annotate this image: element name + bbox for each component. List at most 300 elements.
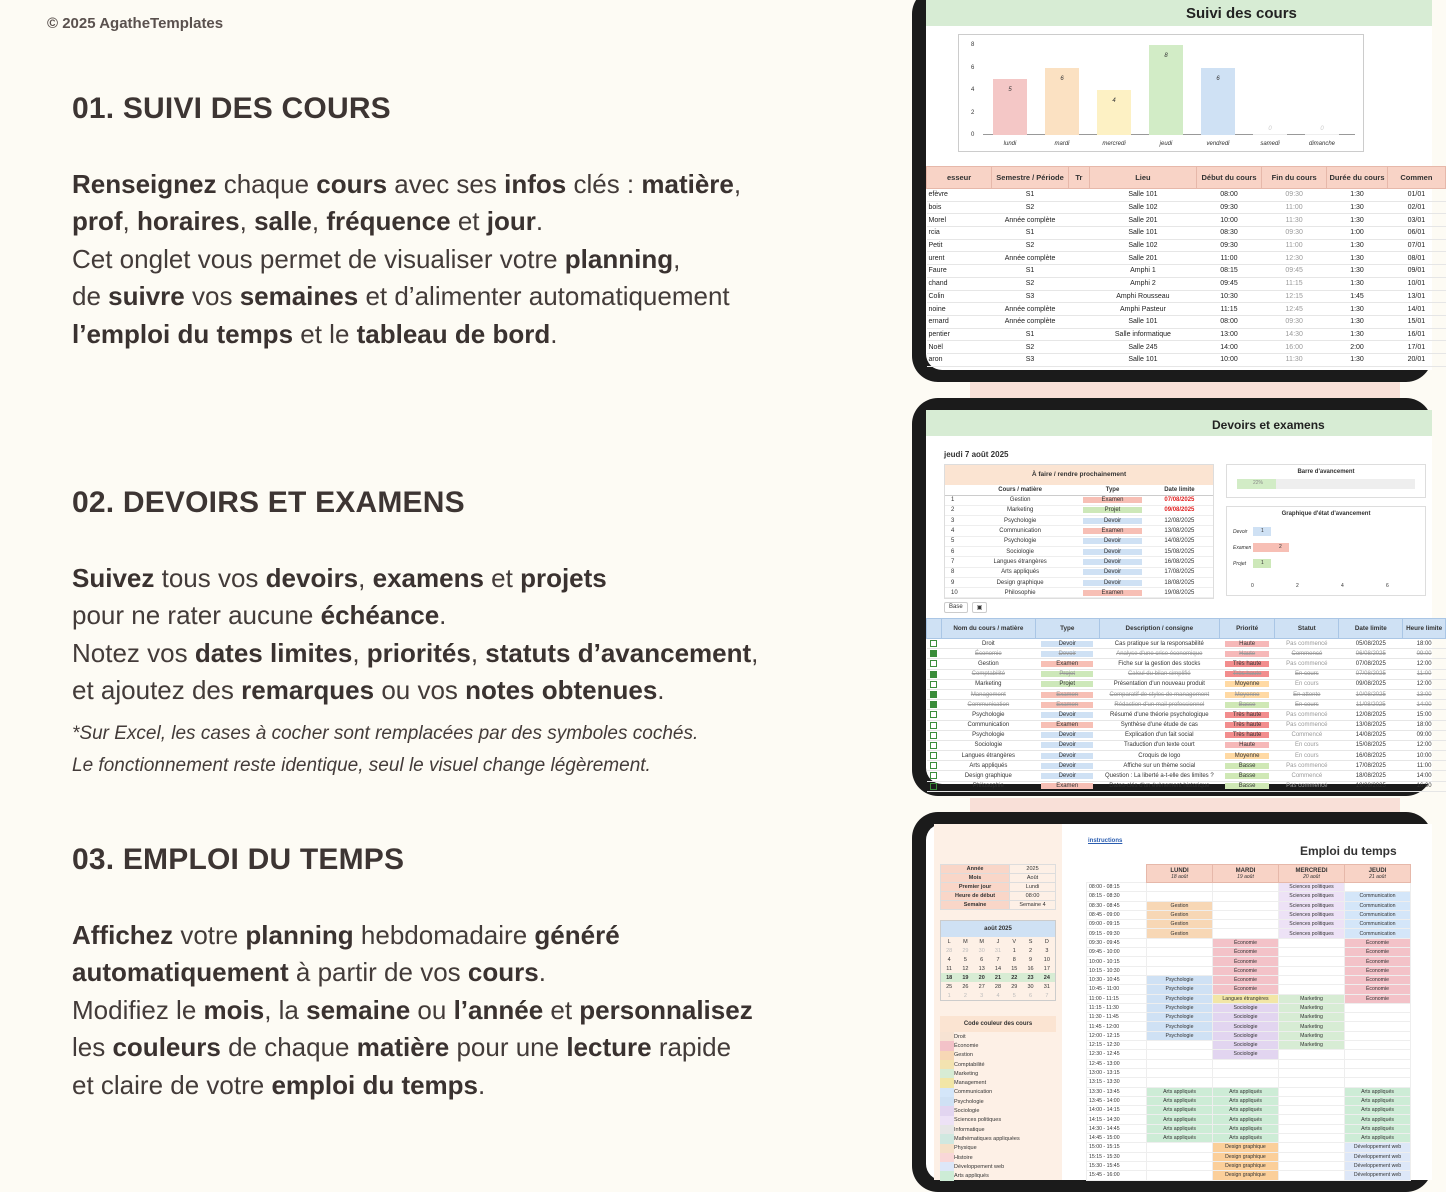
priority-cell <box>1219 659 1274 669</box>
schedule-cell: Communication <box>1345 901 1411 910</box>
text-run: de <box>72 281 109 312</box>
type-badge: Devoir <box>1041 773 1093 779</box>
time-slot: 12:00 - 12:15 <box>1087 1031 1147 1040</box>
chart-bar <box>993 79 1027 135</box>
deadline-cell: 09/08/2025 <box>1339 679 1403 689</box>
status-label: Devoir <box>1233 529 1248 535</box>
emphasis: cours <box>316 169 388 199</box>
item-course: Langues étrangères <box>961 557 1079 567</box>
priority-cell <box>1219 700 1274 710</box>
checkbox[interactable] <box>930 752 937 759</box>
text-run: , <box>733 169 742 199</box>
deadline-cell: 18/08/2025 <box>1339 771 1403 781</box>
item-type <box>1079 505 1146 515</box>
time-slot-row <box>1087 883 1411 892</box>
text-run: . <box>538 957 546 988</box>
course-cell: Philosophie <box>941 781 1035 791</box>
color-swatch <box>940 1134 954 1143</box>
time-slot-row <box>1087 975 1411 984</box>
schedule-cell <box>1147 948 1213 957</box>
subject-name: Marketing <box>954 1070 979 1077</box>
table-cell: 10:00 <box>1196 353 1261 366</box>
checkbox[interactable] <box>930 742 937 749</box>
text-run: votre <box>173 920 246 950</box>
table-cell: 13:00 <box>1196 328 1261 341</box>
schedule-cell: Arts appliqués <box>1345 1134 1411 1143</box>
time-slot: 11:30 - 11:45 <box>1087 1013 1147 1022</box>
course-cell: Langues étrangères <box>941 751 1035 761</box>
text-run: ou <box>410 994 454 1025</box>
schedule-cell <box>1345 1003 1411 1012</box>
table-row <box>927 265 1446 278</box>
calendar-day: 14 <box>994 965 1002 972</box>
parameter-value[interactable]: Semaine 4 <box>1010 901 1056 910</box>
checkbox[interactable] <box>930 711 937 718</box>
schedule-cell: Sociologie <box>1213 1050 1279 1059</box>
calendar-day: 21 <box>990 973 1006 982</box>
text-run: Notez vos <box>72 637 195 668</box>
emphasis: statuts d’avancement <box>485 637 752 668</box>
schedule-cell: Économie <box>1213 938 1279 947</box>
status-value: 1 <box>1261 560 1264 566</box>
table-row <box>927 751 1446 761</box>
checkbox-cell <box>927 740 942 750</box>
calendar-day: 18 <box>941 973 957 982</box>
emphasis: personnalisez <box>579 994 753 1025</box>
type-badge: Examen <box>1041 692 1093 698</box>
time-slot: 10:45 - 11:00 <box>1087 985 1147 994</box>
calendar-day: 16 <box>1027 965 1034 972</box>
table-cell: 14:30 <box>1262 328 1327 341</box>
item-number: 9 <box>945 577 961 587</box>
table-row <box>927 659 1446 669</box>
table-row <box>927 201 1446 214</box>
subject-name: Sciences politiques <box>954 1117 1002 1124</box>
text-run: rapide <box>651 1032 732 1063</box>
calendar-day: 2 <box>1029 947 1033 954</box>
timetable <box>1086 864 1411 1181</box>
schedule-cell: Économie <box>1345 938 1411 947</box>
subject-name: Économie <box>954 1042 979 1049</box>
color-swatch <box>940 1171 954 1180</box>
checkbox[interactable] <box>930 650 937 657</box>
calendar-day: 23 <box>1022 973 1038 982</box>
text-run: , <box>311 206 327 237</box>
y-tick-label: 2 <box>971 109 975 116</box>
time-slot-row <box>1087 1161 1411 1170</box>
priority-badge: Très haute <box>1225 671 1268 677</box>
time-slot-row <box>1087 1003 1411 1012</box>
table-cell: 2:00 <box>1327 341 1388 354</box>
calendar-day: 28 <box>946 947 953 954</box>
type-cell <box>1035 649 1099 659</box>
table-cell: Faure <box>927 265 992 278</box>
calendar-day: 3 <box>980 992 984 999</box>
save-icon[interactable]: ▣ <box>972 602 988 613</box>
schedule-cell: Arts appliqués <box>1147 1106 1213 1115</box>
time-slot: 08:30 - 08:45 <box>1087 901 1147 910</box>
calendar-day: 27 <box>978 983 985 990</box>
col-num <box>945 485 961 495</box>
emphasis: devoirs <box>265 563 359 593</box>
table-cell <box>1068 265 1089 278</box>
schedule-cell: Arts appliqués <box>1213 1106 1279 1115</box>
schedule-parameters <box>940 864 1056 910</box>
checkbox[interactable] <box>930 640 937 647</box>
table-cell: 07/01 <box>1387 239 1445 252</box>
time-slot: 10:15 - 10:30 <box>1087 966 1147 975</box>
schedule-cell <box>1147 966 1213 975</box>
schedule-cell <box>1345 1041 1411 1050</box>
table-cell: 11:00 <box>1262 239 1327 252</box>
courses-table-header <box>927 167 1446 189</box>
table-cell: Année complète <box>992 303 1069 316</box>
table-cell: aron <box>927 353 992 366</box>
time-slot: 14:00 - 14:15 <box>1087 1106 1147 1115</box>
color-swatch <box>940 1060 954 1069</box>
x-tick-label: jeudi <box>1159 141 1173 147</box>
table-row <box>927 649 1446 659</box>
item-type <box>1079 577 1146 587</box>
col-type: Type <box>1079 485 1146 495</box>
parameter-value[interactable]: 2025 <box>1010 865 1056 874</box>
table-cell: 09:30 <box>1196 239 1261 252</box>
schedule-cell: Arts appliqués <box>1147 1124 1213 1133</box>
day-header: MERCREDI 20 août <box>1279 865 1345 883</box>
course-cell: Arts appliqués <box>941 761 1035 771</box>
schedule-cell <box>1279 938 1345 947</box>
parameter-row <box>941 892 1056 901</box>
type-badge: Examen <box>1083 497 1142 503</box>
parameter-row <box>941 874 1056 883</box>
time-slot-row <box>1087 1078 1411 1087</box>
progress-title: Barre d'avancement <box>1297 469 1355 475</box>
parameter-row <box>941 883 1056 892</box>
schedule-cell <box>1147 1041 1213 1050</box>
schedule-cell <box>1279 1078 1345 1087</box>
time-slot: 11:45 - 12:00 <box>1087 1022 1147 1031</box>
list-item <box>945 577 1213 587</box>
schedule-cell: Développement web <box>1345 1143 1411 1152</box>
schedule-cell: Arts appliqués <box>1147 1096 1213 1105</box>
table-cell: 11:00 <box>1196 252 1261 265</box>
table-cell: pentier <box>927 328 992 341</box>
day-date: 18 août <box>1171 873 1188 880</box>
table-cell: 01/01 <box>1387 189 1445 202</box>
emphasis: matière <box>356 1032 450 1063</box>
schedule-cell: Gestion <box>1147 910 1213 919</box>
schedule-cell <box>1147 1059 1213 1068</box>
parameter-key: Année <box>941 865 1010 874</box>
instructions-link[interactable]: instructions <box>1088 838 1123 844</box>
time-slot-row <box>1087 1134 1411 1143</box>
schedule-cell: Gestion <box>1147 929 1213 938</box>
column-header: Fin du cours <box>1262 167 1327 189</box>
time-slot: 14:15 - 14:30 <box>1087 1115 1147 1124</box>
chart-bar <box>1305 125 1339 136</box>
calendar-day: 6 <box>980 956 984 963</box>
checkbox[interactable] <box>930 691 937 698</box>
status-cell: Pas commencé <box>1275 639 1339 649</box>
bar-value: 6 <box>1216 75 1220 82</box>
schedule-cell <box>1279 957 1345 966</box>
status-cell: Pas commencé <box>1275 761 1339 771</box>
color-code-row <box>940 1134 1056 1143</box>
type-badge: Examen <box>1041 702 1093 708</box>
weekday-label: J <box>996 938 1000 945</box>
list-item <box>945 567 1213 577</box>
weekday-label: L <box>947 938 951 945</box>
priority-cell <box>1219 689 1274 699</box>
emphasis: semaines <box>239 281 359 312</box>
text-run: pour ne rater aucune <box>72 600 321 631</box>
time-slot: 13:15 - 13:30 <box>1087 1078 1147 1087</box>
text-run: vos <box>184 281 240 312</box>
deadline-cell: 07/08/2025 <box>1339 669 1403 679</box>
emphasis: fréquence <box>326 206 451 237</box>
table-row <box>927 189 1446 202</box>
checkbox[interactable] <box>930 732 937 739</box>
text-run: avec ses <box>387 169 505 199</box>
schedule-cell <box>1213 892 1279 901</box>
checkbox[interactable] <box>930 681 937 688</box>
schedule-cell <box>1213 910 1279 919</box>
item-deadline: 07/08/2025 <box>1146 495 1213 505</box>
checkbox-cell <box>927 679 942 689</box>
calendar-day: 19 <box>957 973 973 982</box>
subject-name: Psychologie <box>954 1098 984 1105</box>
calendar-day: 10 <box>1043 956 1050 963</box>
section-title: 03. EMPLOI DU TEMPS <box>72 843 405 876</box>
deadline-cell: 13/08/2025 <box>1339 720 1403 730</box>
checkbox[interactable] <box>930 671 937 678</box>
time-slot-row <box>1087 938 1411 947</box>
calendar-day: 5 <box>963 956 967 963</box>
time-cell: 18:00 <box>1403 720 1446 730</box>
color-swatch <box>940 1106 954 1115</box>
schedule-cell: Développement web <box>1345 1152 1411 1161</box>
checkbox-cell <box>927 639 942 649</box>
table-cell: 13/01 <box>1387 290 1445 303</box>
description-cell: Présentation d'un nouveau produit <box>1099 679 1219 689</box>
parameter-value[interactable]: 08:00 <box>1010 892 1056 901</box>
table-cell: 11:00 <box>1262 201 1327 214</box>
time-slot-row <box>1087 966 1411 975</box>
list-item <box>945 588 1213 598</box>
schedule-cell <box>1213 1068 1279 1077</box>
table-cell: Morel <box>927 214 992 227</box>
item-course: Design graphique <box>961 577 1079 587</box>
table-cell: 14:00 <box>1196 341 1261 354</box>
schedule-cell: Gestion <box>1147 901 1213 910</box>
item-type <box>1079 536 1146 546</box>
time-slot-row <box>1087 1041 1411 1050</box>
tablet-shadow <box>970 382 1400 398</box>
table-cell: noine <box>927 303 992 316</box>
table-cell <box>1068 239 1089 252</box>
emphasis: dates limites <box>194 637 353 668</box>
checkbox-cell <box>927 659 942 669</box>
time-slot: 09:00 - 09:15 <box>1087 920 1147 929</box>
color-swatch <box>940 1051 954 1060</box>
column-header: Type <box>1035 619 1099 639</box>
table-row <box>927 353 1446 366</box>
table-cell: Salle informatique <box>1089 328 1196 341</box>
table-cell: 02/01 <box>1387 201 1445 214</box>
type-badge: Projet <box>1041 671 1093 677</box>
priority-cell <box>1219 649 1274 659</box>
type-cell <box>1035 751 1099 761</box>
time-cell: 16:00 <box>1403 781 1446 791</box>
progress-value: 22% <box>1253 480 1264 486</box>
table-cell: 12:45 <box>1262 303 1327 316</box>
column-header: esseur <box>927 167 992 189</box>
description-cell: Explication d'un fait social <box>1099 730 1219 740</box>
calendar-week <box>941 946 1055 955</box>
table-cell: 1:30 <box>1327 189 1388 202</box>
priority-badge: Basse <box>1225 763 1268 769</box>
type-cell <box>1035 639 1099 649</box>
item-number: 8 <box>945 567 961 577</box>
deadline-cell: 12/08/2025 <box>1339 710 1403 720</box>
schedule-cell: Marketing <box>1279 1003 1345 1012</box>
time-slot: 10:30 - 10:45 <box>1087 975 1147 984</box>
type-cell <box>1035 761 1099 771</box>
schedule-cell: Économie <box>1345 994 1411 1003</box>
time-slot-row <box>1087 948 1411 957</box>
assignments-table <box>926 618 1446 792</box>
item-type <box>1079 557 1146 567</box>
item-course: Arts appliqués <box>961 567 1079 577</box>
schedule-cell <box>1279 975 1345 984</box>
current-date: jeudi 7 août 2025 <box>944 450 1009 459</box>
schedule-cell: Sciences politiques <box>1279 901 1345 910</box>
item-deadline: 14/08/2025 <box>1146 536 1213 546</box>
list-item <box>945 495 1213 505</box>
color-swatch <box>940 1144 954 1153</box>
time-slot-row <box>1087 920 1411 929</box>
type-cell <box>1035 740 1099 750</box>
calendar-month: août 2025 <box>941 921 1055 937</box>
course-cell: Communication <box>941 700 1035 710</box>
description-cell: Traduction d'un texte court <box>1099 740 1219 750</box>
text-run: clés : <box>566 169 642 199</box>
schedule-cell: Design graphique <box>1213 1161 1279 1170</box>
time-slot: 15:45 - 16:00 <box>1087 1171 1147 1180</box>
column-header <box>927 619 942 639</box>
time-slot-row <box>1087 1068 1411 1077</box>
status-cell: En attente <box>1275 689 1339 699</box>
schedule-cell: Arts appliqués <box>1345 1106 1411 1115</box>
calendar-day: 15 <box>1011 965 1018 972</box>
schedule-cell: Arts appliqués <box>1213 1096 1279 1105</box>
color-code-row <box>940 1051 1056 1060</box>
checkbox[interactable] <box>930 783 937 790</box>
time-slot: 15:15 - 15:30 <box>1087 1152 1147 1161</box>
time-slot-row <box>1087 910 1411 919</box>
table-row <box>927 239 1446 252</box>
time-cell: 13:00 <box>1403 689 1446 699</box>
table-cell: Amphi 1 <box>1089 265 1196 278</box>
assignments-header <box>927 619 1446 639</box>
subject-name: Développement web <box>954 1163 1005 1170</box>
time-slot: 11:00 - 11:15 <box>1087 994 1147 1003</box>
checkbox[interactable] <box>930 701 937 708</box>
priority-badge: Moyenne <box>1225 753 1268 759</box>
priority-cell <box>1219 740 1274 750</box>
table-cell: 08:00 <box>1196 315 1261 328</box>
parameter-value[interactable]: Lundi <box>1010 883 1056 892</box>
tab-base[interactable]: Base <box>944 602 968 613</box>
table-row <box>927 720 1446 730</box>
time-slot: 15:00 - 15:15 <box>1087 1143 1147 1152</box>
emphasis: mois <box>203 994 265 1025</box>
column-header: Nom du cours / matière <box>941 619 1035 639</box>
time-slot: 15:30 - 15:45 <box>1087 1161 1147 1170</box>
column-header: Statut <box>1275 619 1339 639</box>
table-cell: 11:15 <box>1262 277 1327 290</box>
priority-badge: Très haute <box>1225 722 1268 728</box>
time-slot: 08:45 - 09:00 <box>1087 910 1147 919</box>
column-header: Début du cours <box>1196 167 1261 189</box>
deadline-cell: 07/08/2025 <box>1339 659 1403 669</box>
checkbox[interactable] <box>930 722 937 729</box>
status-x-tick: 2 <box>1296 583 1299 589</box>
text-run: Modifiez le <box>72 994 204 1025</box>
emphasis: l’emploi du temps <box>72 318 294 349</box>
time-slot-row <box>1087 985 1411 994</box>
type-badge: Examen <box>1083 590 1142 596</box>
parameter-value[interactable]: Août <box>1010 874 1056 883</box>
schedule-cell: Langues étrangères <box>1213 994 1279 1003</box>
deadline-cell: 05/08/2025 <box>1339 639 1403 649</box>
table-cell <box>1068 201 1089 214</box>
checkbox[interactable] <box>930 762 937 769</box>
x-tick-label: mardi <box>1054 141 1070 147</box>
item-deadline: 19/08/2025 <box>1146 588 1213 598</box>
checkbox[interactable] <box>930 660 937 667</box>
status-cell: Pas commencé <box>1275 781 1339 791</box>
table-cell <box>1068 214 1089 227</box>
text-run: les <box>72 1032 113 1063</box>
bar-value: 6 <box>1060 75 1064 82</box>
day-header: MARDI 19 août <box>1213 865 1279 883</box>
description-cell: Analyse d'une crise économique <box>1099 649 1219 659</box>
deadline-cell: 17/08/2025 <box>1339 761 1403 771</box>
subject-name: Informatique <box>954 1126 985 1133</box>
schedule-cell <box>1345 1078 1411 1087</box>
color-code-row <box>940 1069 1056 1078</box>
time-cell: 12:00 <box>1403 740 1446 750</box>
status-cell: Pas commencé <box>1275 659 1339 669</box>
bar-value: 0 <box>1320 125 1324 132</box>
x-tick-label: vendredi <box>1206 141 1230 147</box>
course-cell: Économie <box>941 649 1035 659</box>
suivi-title: Suivi des cours <box>926 0 1432 26</box>
bar-value: 4 <box>1112 98 1116 104</box>
color-code-row <box>940 1032 1056 1041</box>
time-cell: 11:00 <box>1403 669 1446 679</box>
calendar-day: 28 <box>994 983 1002 990</box>
checkbox[interactable] <box>930 772 937 779</box>
priority-cell <box>1219 679 1274 689</box>
time-cell: 11:00 <box>1403 761 1446 771</box>
table-cell: 1:30 <box>1327 315 1388 328</box>
color-swatch <box>940 1153 954 1162</box>
x-tick-label: lundi <box>1003 141 1017 147</box>
deadline-cell: 19/08/2025 <box>1339 781 1403 791</box>
type-badge: Devoir <box>1083 569 1142 575</box>
